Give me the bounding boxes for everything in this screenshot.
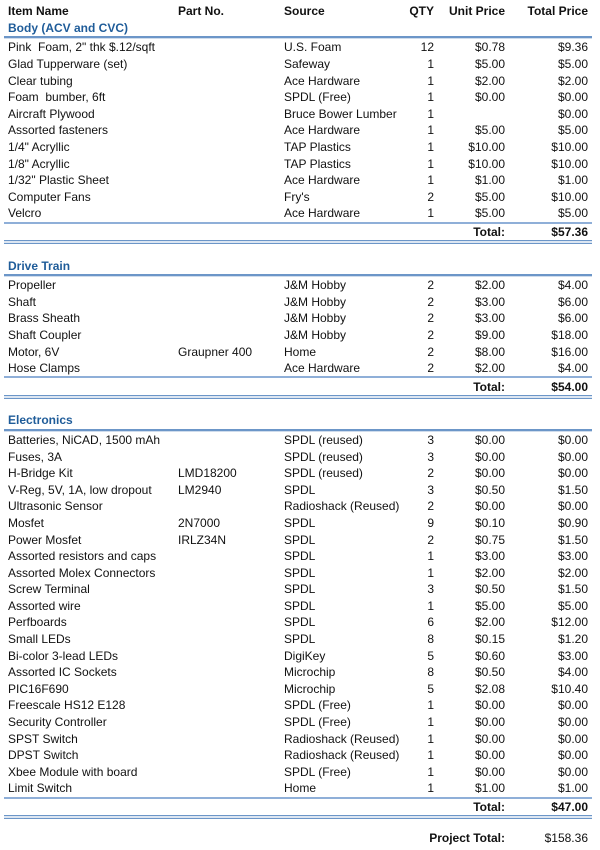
part-no-cell: IRLZ34N: [178, 532, 227, 547]
unit-price-cell: $0.00: [474, 449, 505, 464]
unit-price-cell: $10.00: [468, 156, 505, 171]
source-cell: TAP Plastics: [284, 140, 351, 155]
unit-price-cell: $3.00: [474, 294, 505, 309]
unit-price-cell: $1.00: [474, 173, 505, 188]
qty-cell: 2: [427, 361, 434, 376]
unit-price-cell: $1.00: [474, 781, 505, 796]
source-cell: Radioshack (Reused): [284, 731, 400, 746]
source-cell: Home: [284, 781, 317, 796]
unit-price-cell: $8.00: [474, 344, 505, 359]
item-name-cell: Clear tubing: [8, 73, 73, 88]
total-price-cell: $0.00: [557, 466, 588, 481]
unit-price-cell: $0.50: [474, 582, 505, 597]
unit-price-cell: $2.00: [474, 73, 505, 88]
table-row: [4, 155, 592, 172]
source-cell: TAP Plastics: [284, 156, 351, 171]
qty-cell: 1: [427, 764, 434, 779]
section-body-acv-cvc: [4, 20, 592, 258]
total-price-cell: $2.00: [557, 73, 588, 88]
item-name-cell: Xbee Module with board: [8, 764, 138, 779]
table-row: [4, 39, 592, 56]
item-name-cell: Assorted fasteners: [8, 123, 109, 138]
item-name-cell: 1/8" Acryllic: [8, 156, 70, 171]
total-price-cell: $12.00: [551, 615, 588, 630]
total-price-cell: $0.00: [557, 90, 588, 105]
section-title: Electronics: [4, 412, 592, 431]
qty-cell: 1: [427, 73, 434, 88]
total-price-cell: $1.50: [557, 582, 588, 597]
project-total-value: $158.36: [544, 830, 588, 845]
unit-price-cell: $0.00: [474, 90, 505, 105]
total-price-cell: $4.00: [557, 361, 588, 376]
section-spacer: [4, 399, 592, 412]
item-name-cell: Pink Foam, 2" thk $.12/sqft: [8, 40, 155, 55]
source-cell: U.S. Foam: [284, 40, 342, 55]
qty-cell: 1: [427, 565, 434, 580]
total-price-cell: $3.00: [557, 648, 588, 663]
item-name-cell: Perfboards: [8, 615, 67, 630]
table-row: [4, 631, 592, 648]
unit-price-cell: $0.00: [474, 748, 505, 763]
total-price-cell: $0.00: [557, 764, 588, 779]
unit-price-cell: $0.00: [474, 499, 505, 514]
item-name-cell: H-Bridge Kit: [8, 466, 73, 481]
source-cell: SPDL (reused): [284, 466, 363, 481]
item-name-cell: Aircraft Plywood: [8, 106, 95, 121]
total-price-cell: $0.00: [557, 449, 588, 464]
section-total-row: [4, 376, 592, 395]
item-name-cell: Assorted IC Sockets: [8, 665, 117, 680]
item-name-cell: SPST Switch: [8, 731, 78, 746]
unit-price-cell: $0.50: [474, 482, 505, 497]
item-name-cell: PIC16F690: [8, 681, 69, 696]
total-price-cell: $0.00: [557, 432, 588, 447]
table-row: [4, 343, 592, 360]
project-total-label: Project Total:: [429, 830, 505, 845]
source-cell: SPDL: [284, 632, 316, 647]
qty-cell: 5: [427, 681, 434, 696]
item-name-cell: 1/4" Acryllic: [8, 140, 70, 155]
unit-price-cell: $5.00: [474, 57, 505, 72]
qty-cell: 2: [427, 278, 434, 293]
column-header-unit-price: Unit Price: [448, 4, 505, 19]
source-cell: SPDL: [284, 515, 316, 530]
table-row: [4, 614, 592, 631]
total-price-cell: $0.00: [557, 731, 588, 746]
qty-cell: 1: [427, 156, 434, 171]
source-cell: Fry's: [284, 189, 310, 204]
total-price-cell: $10.40: [551, 681, 588, 696]
total-price-cell: $16.00: [551, 344, 588, 359]
qty-cell: 8: [427, 665, 434, 680]
table-row: [4, 564, 592, 581]
qty-cell: 1: [427, 549, 434, 564]
section-spacer: [4, 244, 592, 257]
item-name-cell: 1/32" Plastic Sheet: [8, 173, 109, 188]
item-name-cell: Security Controller: [8, 715, 107, 730]
section-total-label: Total:: [473, 225, 505, 240]
unit-price-cell: $5.00: [474, 598, 505, 613]
source-cell: SPDL: [284, 615, 316, 630]
unit-price-cell: $3.00: [474, 549, 505, 564]
table-row: [4, 498, 592, 515]
total-price-cell: $5.00: [557, 206, 588, 221]
item-name-cell: Propeller: [8, 278, 57, 293]
table-row: [4, 56, 592, 73]
source-cell: SPDL (Free): [284, 715, 351, 730]
source-cell: Microchip: [284, 665, 336, 680]
table-row: [4, 310, 592, 327]
source-cell: Home: [284, 344, 317, 359]
source-cell: SPDL (reused): [284, 432, 363, 447]
qty-cell: 2: [427, 294, 434, 309]
table-row: [4, 106, 592, 123]
total-price-cell: $0.00: [557, 106, 588, 121]
section-total-label: Total:: [473, 800, 505, 815]
source-cell: Radioshack (Reused): [284, 748, 400, 763]
source-cell: SPDL: [284, 582, 316, 597]
total-price-cell: $18.00: [551, 327, 588, 342]
part-no-cell: Graupner 400: [178, 344, 253, 359]
source-cell: J&M Hobby: [284, 311, 347, 326]
unit-price-cell: $0.15: [474, 632, 505, 647]
item-name-cell: Freescale HS12 E128: [8, 698, 126, 713]
total-price-cell: $5.00: [557, 123, 588, 138]
unit-price-cell: $0.00: [474, 715, 505, 730]
section-title: Body (ACV and CVC): [4, 20, 592, 39]
qty-cell: 1: [427, 106, 434, 121]
item-name-cell: Screw Terminal: [8, 582, 90, 597]
qty-cell: 1: [427, 90, 434, 105]
table-row: [4, 172, 592, 189]
table-row: [4, 327, 592, 344]
qty-cell: 1: [427, 748, 434, 763]
qty-cell: 6: [427, 615, 434, 630]
table-row: [4, 598, 592, 615]
source-cell: SPDL (Free): [284, 764, 351, 779]
qty-cell: 9: [427, 515, 434, 530]
source-cell: SPDL: [284, 532, 316, 547]
total-price-cell: $10.00: [551, 189, 588, 204]
qty-cell: 2: [427, 311, 434, 326]
total-price-cell: $5.00: [557, 57, 588, 72]
item-name-cell: Bi-color 3-lead LEDs: [8, 648, 119, 663]
column-header-row: [4, 3, 592, 20]
source-cell: SPDL: [284, 482, 316, 497]
qty-cell: 3: [427, 449, 434, 464]
source-cell: SPDL: [284, 598, 316, 613]
table-row: [4, 681, 592, 698]
qty-cell: 2: [427, 327, 434, 342]
table-row: [4, 481, 592, 498]
column-header-source: Source: [284, 4, 325, 19]
qty-cell: 1: [427, 731, 434, 746]
unit-price-cell: $2.08: [474, 681, 505, 696]
table-row: [4, 747, 592, 764]
section-drive-train: [4, 257, 592, 412]
unit-price-cell: $0.50: [474, 665, 505, 680]
qty-cell: 1: [427, 140, 434, 155]
table-row: [4, 515, 592, 532]
qty-cell: 1: [427, 715, 434, 730]
unit-price-cell: $0.00: [474, 731, 505, 746]
total-price-cell: $1.20: [557, 632, 588, 647]
item-name-cell: Limit Switch: [8, 781, 73, 796]
project-total-row: [4, 829, 592, 846]
column-header-qty: QTY: [409, 4, 434, 19]
unit-price-cell: $5.00: [474, 206, 505, 221]
source-cell: SPDL (Free): [284, 90, 351, 105]
item-name-cell: Assorted resistors and caps: [8, 549, 157, 564]
table-row: [4, 277, 592, 294]
item-name-cell: Assorted Molex Connectors: [8, 565, 156, 580]
section-total-label: Total:: [473, 379, 505, 394]
total-price-cell: $0.00: [557, 499, 588, 514]
total-price-cell: $2.00: [557, 565, 588, 580]
source-cell: Radioshack (Reused): [284, 499, 400, 514]
unit-price-cell: $5.00: [474, 123, 505, 138]
table-row: [4, 432, 592, 449]
qty-cell: 1: [427, 123, 434, 138]
qty-cell: 1: [427, 57, 434, 72]
qty-cell: 2: [427, 499, 434, 514]
unit-price-cell: $0.78: [474, 40, 505, 55]
qty-cell: 3: [427, 432, 434, 447]
item-name-cell: Motor, 6V: [8, 344, 60, 359]
source-cell: Microchip: [284, 681, 336, 696]
unit-price-cell: $0.00: [474, 698, 505, 713]
unit-price-cell: $0.75: [474, 532, 505, 547]
bill-of-materials-sheet: [4, 0, 592, 846]
source-cell: SPDL (reused): [284, 449, 363, 464]
section-total-value: $57.36: [551, 225, 588, 240]
total-price-cell: $4.00: [557, 665, 588, 680]
total-price-cell: $4.00: [557, 278, 588, 293]
total-price-cell: $0.90: [557, 515, 588, 530]
source-cell: Safeway: [284, 57, 331, 72]
section-total-row: [4, 797, 592, 816]
section-title: Drive Train: [4, 257, 592, 276]
part-no-cell: 2N7000: [178, 515, 221, 530]
unit-price-cell: $2.00: [474, 278, 505, 293]
unit-price-cell: $5.00: [474, 189, 505, 204]
item-name-cell: Hose Clamps: [8, 361, 81, 376]
item-name-cell: Power Mosfet: [8, 532, 82, 547]
total-price-cell: $0.00: [557, 698, 588, 713]
item-name-cell: Glad Tupperware (set): [8, 57, 128, 72]
table-row: [4, 764, 592, 781]
total-price-cell: $3.00: [557, 549, 588, 564]
total-price-cell: $10.00: [551, 156, 588, 171]
unit-price-cell: $0.10: [474, 515, 505, 530]
qty-cell: 2: [427, 189, 434, 204]
footer-spacer: [4, 819, 592, 829]
qty-cell: 3: [427, 482, 434, 497]
source-cell: SPDL: [284, 549, 316, 564]
qty-cell: 2: [427, 532, 434, 547]
source-cell: SPDL: [284, 565, 316, 580]
qty-cell: 1: [427, 598, 434, 613]
unit-price-cell: $2.00: [474, 361, 505, 376]
part-no-cell: LM2940: [178, 482, 222, 497]
table-row: [4, 72, 592, 89]
unit-price-cell: $0.00: [474, 432, 505, 447]
qty-cell: 2: [427, 466, 434, 481]
table-row: [4, 697, 592, 714]
table-row: [4, 581, 592, 598]
item-name-cell: Small LEDs: [8, 632, 71, 647]
qty-cell: 1: [427, 173, 434, 188]
table-row: [4, 714, 592, 731]
source-cell: J&M Hobby: [284, 278, 347, 293]
item-name-cell: Batteries, NiCAD, 1500 mAh: [8, 432, 161, 447]
table-row: [4, 465, 592, 482]
unit-price-cell: $0.60: [474, 648, 505, 663]
qty-cell: 1: [427, 781, 434, 796]
source-cell: Ace Hardware: [284, 73, 361, 88]
total-price-cell: $6.00: [557, 311, 588, 326]
source-cell: J&M Hobby: [284, 294, 347, 309]
item-name-cell: V-Reg, 5V, 1A, low dropout: [8, 482, 152, 497]
total-price-cell: $1.00: [557, 173, 588, 188]
source-cell: Ace Hardware: [284, 173, 361, 188]
table-row: [4, 294, 592, 311]
table-row: [4, 780, 592, 797]
section-total-value: $54.00: [551, 379, 588, 394]
item-name-cell: Velcro: [8, 206, 42, 221]
table-row: [4, 360, 592, 377]
qty-cell: 2: [427, 344, 434, 359]
item-name-cell: Fuses, 3A: [8, 449, 63, 464]
total-price-cell: $0.00: [557, 715, 588, 730]
unit-price-cell: $2.00: [474, 565, 505, 580]
unit-price-cell: $3.00: [474, 311, 505, 326]
item-name-cell: Shaft: [8, 294, 37, 309]
source-cell: SPDL (Free): [284, 698, 351, 713]
column-header-item-name: Item Name: [8, 4, 69, 19]
section-total-row: [4, 222, 592, 241]
item-name-cell: Foam bumber, 6ft: [8, 90, 106, 105]
part-no-cell: LMD18200: [178, 466, 237, 481]
qty-cell: 5: [427, 648, 434, 663]
source-cell: J&M Hobby: [284, 327, 347, 342]
table-row: [4, 189, 592, 206]
table-row: [4, 205, 592, 222]
unit-price-cell: $0.00: [474, 466, 505, 481]
item-name-cell: Assorted wire: [8, 598, 81, 613]
total-price-cell: $5.00: [557, 598, 588, 613]
unit-price-cell: $9.00: [474, 327, 505, 342]
item-name-cell: Mosfet: [8, 515, 45, 530]
section-electronics: [4, 412, 592, 819]
column-header-part-no: Part No.: [178, 4, 225, 19]
item-name-cell: DPST Switch: [8, 748, 79, 763]
total-price-cell: $1.00: [557, 781, 588, 796]
table-row: [4, 139, 592, 156]
table-row: [4, 730, 592, 747]
item-name-cell: Brass Sheath: [8, 311, 81, 326]
qty-cell: 12: [420, 40, 434, 55]
section-total-value: $47.00: [551, 800, 588, 815]
unit-price-cell: $2.00: [474, 615, 505, 630]
unit-price-cell: $10.00: [468, 140, 505, 155]
qty-cell: 1: [427, 698, 434, 713]
total-price-cell: $1.50: [557, 532, 588, 547]
source-cell: Bruce Bower Lumber: [284, 106, 397, 121]
table-row: [4, 448, 592, 465]
total-price-cell: $0.00: [557, 748, 588, 763]
table-row: [4, 122, 592, 139]
sections: [4, 20, 592, 820]
qty-cell: 3: [427, 582, 434, 597]
table-row: [4, 647, 592, 664]
item-name-cell: Computer Fans: [8, 189, 91, 204]
source-cell: Ace Hardware: [284, 361, 361, 376]
source-cell: Ace Hardware: [284, 123, 361, 138]
total-price-cell: $9.36: [557, 40, 588, 55]
total-price-cell: $1.50: [557, 482, 588, 497]
total-price-cell: $10.00: [551, 140, 588, 155]
qty-cell: 1: [427, 206, 434, 221]
column-header-total-price: Total Price: [527, 4, 588, 19]
total-price-cell: $6.00: [557, 294, 588, 309]
qty-cell: 8: [427, 632, 434, 647]
item-name-cell: Shaft Coupler: [8, 327, 82, 342]
table-row: [4, 548, 592, 565]
source-cell: DigiKey: [284, 648, 326, 663]
table-row: [4, 89, 592, 106]
item-name-cell: Ultrasonic Sensor: [8, 499, 103, 514]
source-cell: Ace Hardware: [284, 206, 361, 221]
table-row: [4, 664, 592, 681]
unit-price-cell: $0.00: [474, 764, 505, 779]
table-row: [4, 531, 592, 548]
